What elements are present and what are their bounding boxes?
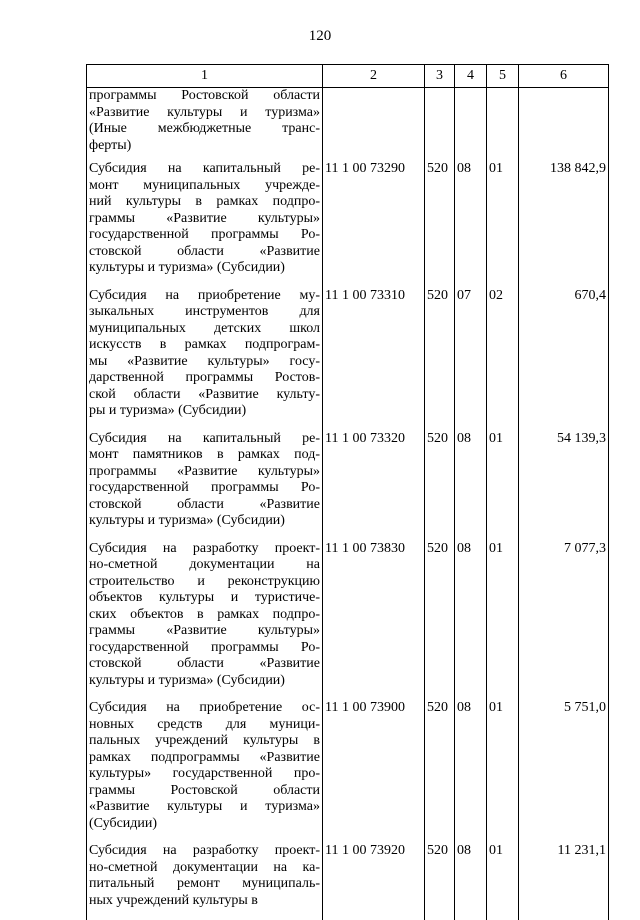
- description-line: «Развитие культуры и туризма»: [89, 104, 320, 120]
- description-line: «Развитие культуры и туризма»: [89, 799, 320, 814]
- budget-code: 11 1 00 73320: [323, 431, 425, 541]
- description-line: ры и туризма» (Субсидии): [89, 403, 247, 418]
- amount: 11 231,1: [519, 843, 609, 920]
- amount: 138 842,9: [519, 161, 609, 288]
- description-line: государственной программы Ро-: [89, 227, 320, 242]
- description-line: новных средств для муници-: [89, 716, 320, 732]
- section-code: 08: [455, 843, 487, 920]
- expense-type: 520: [425, 541, 455, 701]
- description-line: питальный ремонт муниципаль-: [89, 876, 320, 891]
- description-line: ской области «Развитие культу-: [89, 386, 320, 402]
- description-line: ских объектов в рамках подпро-: [89, 606, 320, 622]
- budget-code: 11 1 00 73830: [323, 541, 425, 701]
- description-line: граммы «Развитие культуры»: [89, 210, 320, 226]
- description-line: (Субсидии): [89, 815, 158, 831]
- description-line: дарственной программы Ростов-: [89, 370, 320, 385]
- budget-code: 11 1 00 73920: [323, 843, 425, 920]
- description-line: (Иные межбюджетные транс-: [89, 121, 320, 136]
- section-code: 08: [455, 161, 487, 288]
- description-line: граммы «Развитие культуры»: [89, 623, 320, 638]
- description-line: Субсидия на капитальный ре-: [89, 430, 320, 446]
- column-header: 5: [487, 65, 519, 88]
- amount: 7 077,3: [519, 541, 609, 701]
- budget-code: [323, 88, 425, 162]
- description-line: стовской области «Развитие: [89, 243, 320, 259]
- description-line: культуры» государственной про-: [89, 766, 320, 781]
- description-line: Субсидия на приобретение му-: [89, 287, 320, 303]
- expense-type: 520: [425, 431, 455, 541]
- description-line: государственной программы Ро-: [89, 480, 320, 495]
- table-row: [87, 700, 609, 843]
- row-description: [87, 843, 323, 920]
- subsection-code: 01: [487, 843, 519, 920]
- description-line: программы Ростовской области: [89, 88, 320, 103]
- description-line: программы «Развитие культуры»: [89, 463, 320, 479]
- subsection-code: 01: [487, 431, 519, 541]
- expense-type: 520: [425, 700, 455, 843]
- section-code: [455, 88, 487, 162]
- subsection-code: 01: [487, 161, 519, 288]
- description-line: но-сметной документации на: [89, 557, 320, 572]
- subsection-code: 02: [487, 288, 519, 431]
- subsection-code: 01: [487, 700, 519, 843]
- description-line: Субсидия на капитальный ре-: [89, 161, 320, 176]
- description-line: культуры и туризма» (Субсидии): [89, 513, 285, 528]
- column-header: 1: [87, 65, 323, 88]
- expense-type: 520: [425, 843, 455, 920]
- section-code: 08: [455, 541, 487, 701]
- description-line: культуры и туризма» (Субсидии): [89, 672, 285, 688]
- expense-type: 520: [425, 161, 455, 288]
- description-line: ферты): [89, 137, 132, 153]
- row-description: [87, 288, 323, 431]
- table-row: [87, 88, 609, 162]
- description-line: но-сметной документации на ка-: [89, 859, 320, 875]
- budget-table: [86, 64, 609, 920]
- subsection-code: 01: [487, 541, 519, 701]
- row-description: [87, 88, 323, 162]
- column-header: 3: [425, 65, 455, 88]
- description-line: искусств в рамках подпрограм-: [89, 337, 320, 352]
- description-line: граммы Ростовской области: [89, 782, 320, 798]
- description-line: Субсидия на приобретение ос-: [89, 700, 320, 715]
- description-line: мы «Развитие культуры» госу-: [89, 353, 320, 369]
- section-code: 08: [455, 431, 487, 541]
- subsection-code: [487, 88, 519, 162]
- description-line: ний культуры в рамках подпро-: [89, 194, 320, 209]
- expense-type: [425, 88, 455, 162]
- expense-type: 520: [425, 288, 455, 431]
- table-row: [87, 431, 609, 541]
- amount: 54 139,3: [519, 431, 609, 541]
- table-row: [87, 541, 609, 701]
- description-line: строительство и реконструкцию: [89, 573, 320, 589]
- description-line: стовской области «Развитие: [89, 656, 320, 671]
- row-description: [87, 541, 323, 701]
- description-line: объектов культуры и туристиче-: [89, 590, 320, 605]
- description-line: ных учреждений культуры в: [89, 892, 258, 908]
- description-line: муниципальных детских школ: [89, 320, 320, 336]
- table-row: [87, 288, 609, 431]
- row-description: [87, 161, 323, 288]
- amount: [519, 88, 609, 162]
- description-line: монт муниципальных учрежде-: [89, 177, 320, 193]
- description-line: стовской области «Развитие: [89, 496, 320, 512]
- column-header: 4: [455, 65, 487, 88]
- table-header-row: [87, 65, 609, 88]
- description-line: Субсидия на разработку проект-: [89, 540, 320, 556]
- description-line: пальных учреждений культуры в: [89, 733, 320, 748]
- section-code: 08: [455, 700, 487, 843]
- budget-code: 11 1 00 73290: [323, 161, 425, 288]
- section-code: 07: [455, 288, 487, 431]
- budget-code: 11 1 00 73310: [323, 288, 425, 431]
- description-line: Субсидия на разработку проект-: [89, 843, 320, 858]
- table-row: [87, 161, 609, 288]
- description-line: рамках подпрограммы «Развитие: [89, 749, 320, 765]
- description-line: государственной программы Ро-: [89, 639, 320, 655]
- table-row: [87, 843, 609, 920]
- page-number: 120: [308, 28, 332, 44]
- description-line: культуры и туризма» (Субсидии): [89, 260, 285, 275]
- row-description: [87, 431, 323, 541]
- column-header: 6: [519, 65, 609, 88]
- description-line: монт памятников в рамках под-: [89, 447, 320, 462]
- row-description: [87, 700, 323, 843]
- budget-code: 11 1 00 73900: [323, 700, 425, 843]
- amount: 670,4: [519, 288, 609, 431]
- description-line: зыкальных инструментов для: [89, 304, 320, 319]
- amount: 5 751,0: [519, 700, 609, 843]
- column-header: 2: [323, 65, 425, 88]
